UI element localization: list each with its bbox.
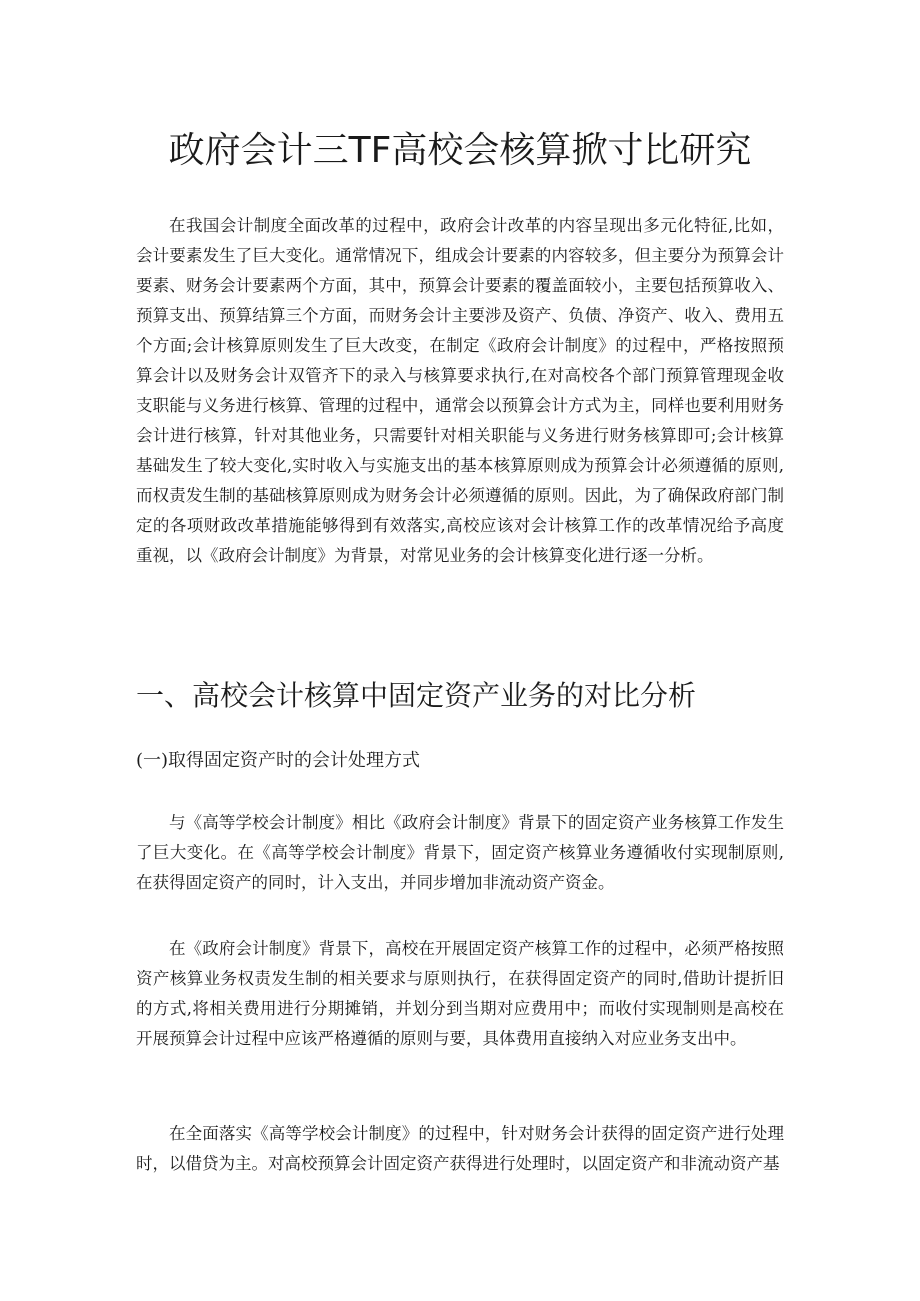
section-heading: 一、高校会计核算中固定资产业务的对比分析	[136, 679, 697, 712]
document-title: 政府会计三TF高校会核算掀寸比研究	[168, 130, 752, 171]
body-paragraph-2: 在《政府会计制度》背景下，高校在开展固定资产核算工作的过程中，必须严格按照资产核算业务权责发生制的相关要求与原则执行，在获得固定资产的同时,借助计提折旧的方式,将相关费用进行分期摊销，并划分到当期对应费用中；而收付实现制则是高校在开展预算会计过程中应该严格遵循的原则与要，具体费用直接纳入对应业务支出中。	[136, 939, 784, 1048]
intro-paragraph: 在我国会计制度全面改革的过程中，政府会计改革的内容呈现出多元化特征,比如，会计要素发生了巨大变化。通常情况下，组成会计要素的内容较多，但主要分为预算会计要素、财务会计要素两个方面，其中，预算会计要素的覆盖面较小，主要包括预算收入、预算支出、预算结算三个方面，而财务会计主要涉及资产、负债、净资产、收入、费用五个方面;会计核算原则发生了巨大改变，在制定《政府会计制度》的过程中，严格按照预算会计以及财务会计双管齐下的录入与核算要求执行,在对高校各个部门预算管理现金收支职能与义务进行核算、管理的过程中，通常会以预算会计方式为主，同样也要利用财务会计进行核算，针对其他业务，只需要针对相关职能与义务进行财务核算即可;会计核算基础发生了较大变化,实时收入与实施支出的基本核算原则成为预算会计必须遵循的原则,而权责发生制的基础核算原则成为财务会计必须遵循的原则。因此，为了确保政府部门制定的各项财政改革措施能够得到有效落实,高校应该对会计核算工作的改革情况给予高度重视，以《政府会计制度》为背景，对常见业务的会计核算变化进行逐一分析。	[136, 216, 784, 565]
body-paragraph-1: 与《高等学校会计制度》相比《政府会计制度》背景下的固定资产业务核算工作发生了巨大变化。在《高等学校会计制度》背景下，固定资产核算业务遵循收付实现制原则,在获得固定资产的同时，计入支出，并同步增加非流动资产资金。	[136, 813, 784, 892]
subsection-heading: (一)取得固定资产时的会计处理方式	[136, 750, 421, 771]
body-paragraph-3: 在全面落实《高等学校会计制度》的过程中，针对财务会计获得的固定资产进行处理时，以借贷为主。对高校预算会计固定资产获得进行处理时，以固定资产和非流动资产基	[136, 1124, 784, 1173]
